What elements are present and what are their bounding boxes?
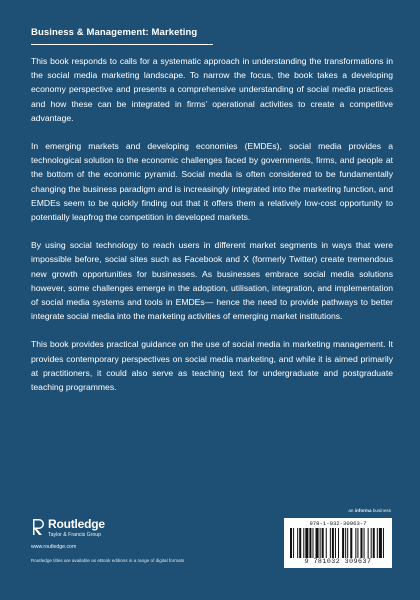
barcode-bar <box>320 528 321 558</box>
barcode-bar <box>322 528 324 558</box>
blurb-paragraph-4: This book provides practical guidance on the use of social media in marketing management. It provides contemporary perspectives on social media marketing, and while it is aimed primarily at practitioners, it could also serve as teaching text for undergraduate and postgraduate teaching programmes. <box>31 339 393 393</box>
barcode-bar <box>383 528 384 558</box>
publisher-group: Taylor & Francis Group <box>48 532 102 538</box>
barcode-bar <box>312 528 313 558</box>
ebook-note: Routledge titles are available as eBook editions in a range of digital formats <box>31 558 185 563</box>
barcode-bar <box>350 528 352 558</box>
barcode-bar <box>297 528 298 558</box>
barcode-bar <box>335 528 336 558</box>
barcode-bar <box>305 528 308 558</box>
barcode-bar <box>377 528 378 558</box>
barcode-bar <box>290 528 292 558</box>
barcode-bar <box>303 528 304 558</box>
barcode-digits: 9 781032 309637 <box>304 558 372 565</box>
barcode-bar <box>345 528 346 558</box>
barcode-bar <box>357 528 358 558</box>
blurb-paragraph-1: This book responds to calls for a systematic approach in understanding the transformations in the social media marketing landscape. To narrow the focus, the book takes a developing economy perspective and presents a comprehensive understanding of social media practices and how these can be integrated in firms’ operational activities to create a competitive advantage. <box>31 56 393 123</box>
publisher-block <box>31 517 231 572</box>
publisher-url: www.routledge.com <box>31 544 77 550</box>
informa-suffix: business <box>371 508 391 513</box>
barcode <box>284 518 392 568</box>
barcode-bar <box>332 528 334 558</box>
barcode-bar <box>373 528 375 558</box>
barcode-bar <box>338 528 339 558</box>
blurb-paragraph-2: In emerging markets and developing economies (EMDEs), social media provides a technological solution to the economic challenges faced by governments, firms, and people at the bottom of the economic pyramid. Social media is often considered to be fundamentally changing the business paradigm and is increasingly integrated into the marketing function, and EMDEs seem to be quickly finding out that it offers them a relatively low-cost opportunity to potentially leapfrog the competition in developed markets. <box>31 141 393 223</box>
blurb-paragraph-3: By using social technology to reach users in different market segments in ways that were impossible before, social sites such as Facebook and X (formerly Twitter) create tremendous new growth opportunities for businesses. As businesses embrace social media solutions however, some challenges emerge in the adoption, utilisation, integration, and implementation of social media systems and tools in EMDEs— hence the need to provide pathways to better integrate social media into the marketing activities of emerging market institutions. <box>31 240 393 322</box>
informa-brand: informa <box>354 508 372 513</box>
barcode-bar <box>316 528 319 558</box>
routledge-logo-icon <box>31 518 45 536</box>
barcode-bar <box>368 528 369 558</box>
barcode-bar <box>342 528 344 558</box>
barcode-bar <box>309 528 311 558</box>
category-label: Business & Management: Marketing <box>31 27 198 38</box>
barcode-bar <box>371 528 372 558</box>
barcode-bar <box>379 528 382 558</box>
barcode-bar <box>299 528 301 558</box>
barcode-bars <box>290 528 386 558</box>
barcode-bar <box>293 528 294 558</box>
informa-prefix: an <box>348 508 355 513</box>
barcode-bar <box>355 528 356 558</box>
publisher-name: Routledge <box>48 517 105 531</box>
barcode-bar <box>330 528 331 558</box>
blurb <box>31 54 393 408</box>
informa-business-tag <box>348 508 391 513</box>
barcode-bar <box>347 528 348 558</box>
isbn-label: 978-1-032-30963-7 <box>309 520 367 527</box>
barcode-bar <box>364 528 365 558</box>
barcode-bar <box>326 528 327 558</box>
barcode-bar <box>360 528 362 558</box>
header-rule <box>31 44 213 45</box>
